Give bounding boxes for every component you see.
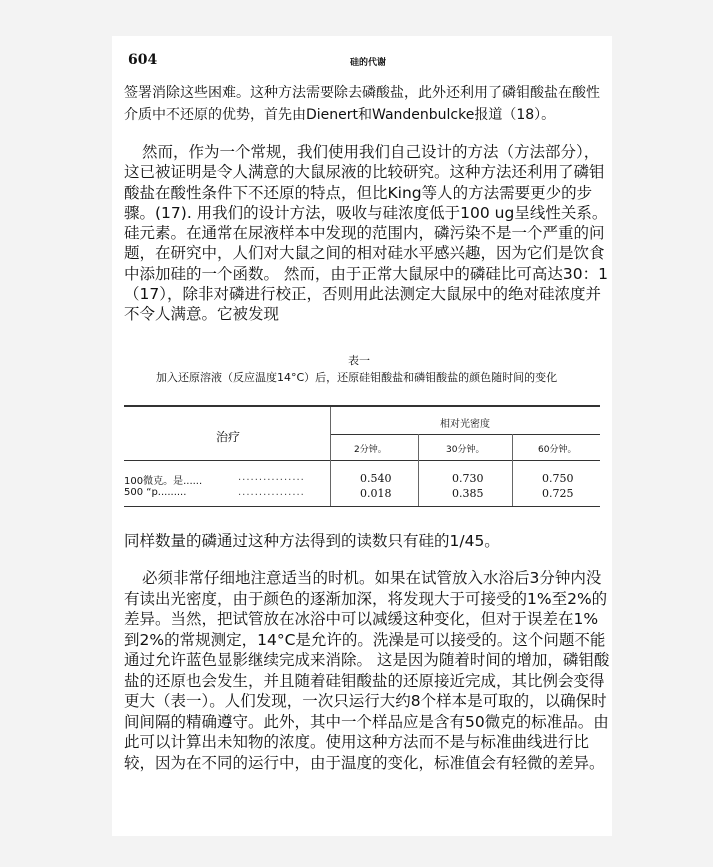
table-cell: 0.385 <box>452 487 484 500</box>
paragraph-4 <box>124 568 610 773</box>
table-header-rule-1 <box>330 434 600 435</box>
table-cell: 0.540 <box>360 472 392 485</box>
table-caption: 加入还原溶液（反应温度14°C）后，还原硅钼酸盐和磷钼酸盐的颜色随时间的变化 <box>156 371 558 384</box>
page-header <box>128 52 598 70</box>
paragraph-1: 签署消除这些困难。这种方法需要除去磷酸盐，此外还利用了磷钼酸盐在酸性介质中不还原的优势，首先由Dienert和Wandenbulcke报道（18）。 <box>124 85 600 123</box>
paragraph-4-text: 必须非常仔细地注意适当的时机。如果在试管放入水浴后3分钟内没有读出光密度，由于颜色的逐渐加深，将发现大于可接受的1%至2%的差异。当然，把试管放在冰浴中可以减缓这种变化，但对于误差在1%到2%的常规测定，14°C是允许的。洗澡是可以接受的。这个问题不能通过允许蓝色显影继续完成来消除。 这是因为随着时间的增加，磷钼酸盐的还原也会发生，并且随着硅钼酸盐的还原接近完成，其比例会变得更大（表一）。人们发现，一次只运行大约8个样本是可取的，以确保时间间隔的精确遵守。此外，其中一个样品应是含有50微克的标准品。由此可以计算出未知物的浓度。使用这种方法而不是与标准曲线进行比较，因为在不同的运行中，由于温度的变化，标准值会有轻微的差异。 <box>124 569 610 772</box>
table-row-label: 500 “p......... <box>124 487 187 498</box>
table-col-divider-1 <box>330 407 331 506</box>
table-cell: 0.750 <box>542 472 574 485</box>
table-header-density: 相对光密度 <box>440 419 490 430</box>
table-title: 表一 <box>348 354 370 367</box>
table-col-divider-2 <box>418 434 419 506</box>
table-col-header: 60分钟。 <box>538 445 577 455</box>
running-title: 硅的代谢 <box>350 58 387 68</box>
table-top-rule <box>124 405 600 407</box>
paragraph-3: 同样数量的磷通过这种方法得到的读数只有硅的1/45。 <box>124 532 500 550</box>
paragraph-2-text: 然而，作为一个常规，我们使用我们自己设计的方法（方法部分），这已被证明是令人满意的大鼠尿液的比较研究。这种方法还利用了磷钼酸盐在酸性条件下不还原的特点，但比King等人的方法需要更少的步骤。(17). 用我们的设计方法，吸收与硅浓度低于100 ug呈线性关系。硅元素。在通常在尿液样本中发现的范围内，磷污染不是一个严重的问题，在研究中，人们对大鼠之间的相对硅水平感兴趣，因为它们是饮食中添加硅的一个函数。 然而，由于正常大鼠尿中的磷硅比可高达30：1（17），除非对磷进行校正，否则用此法测定大鼠尿中的绝对硅浓度并不令人满意。它被发现 <box>124 143 609 324</box>
table-cell: 0.018 <box>360 487 392 500</box>
table-col-divider-3 <box>512 434 513 506</box>
paragraph-2 <box>124 142 610 325</box>
table-bottom-rule <box>124 506 600 507</box>
table-col-header: 30分钟。 <box>446 445 485 455</box>
table-col-header: 2分钟。 <box>354 445 387 455</box>
table-row-leader-dots: ................ <box>238 487 305 498</box>
table-row-leader-dots: ................ <box>238 472 305 483</box>
table-header-rule-2 <box>124 460 600 461</box>
table-header-treatment: 治疗 <box>216 430 241 444</box>
table-cell: 0.725 <box>542 487 574 500</box>
table-cell: 0.730 <box>452 472 484 485</box>
table-row-label: 100微克。是...... <box>124 476 203 487</box>
page-number: 604 <box>128 52 158 68</box>
